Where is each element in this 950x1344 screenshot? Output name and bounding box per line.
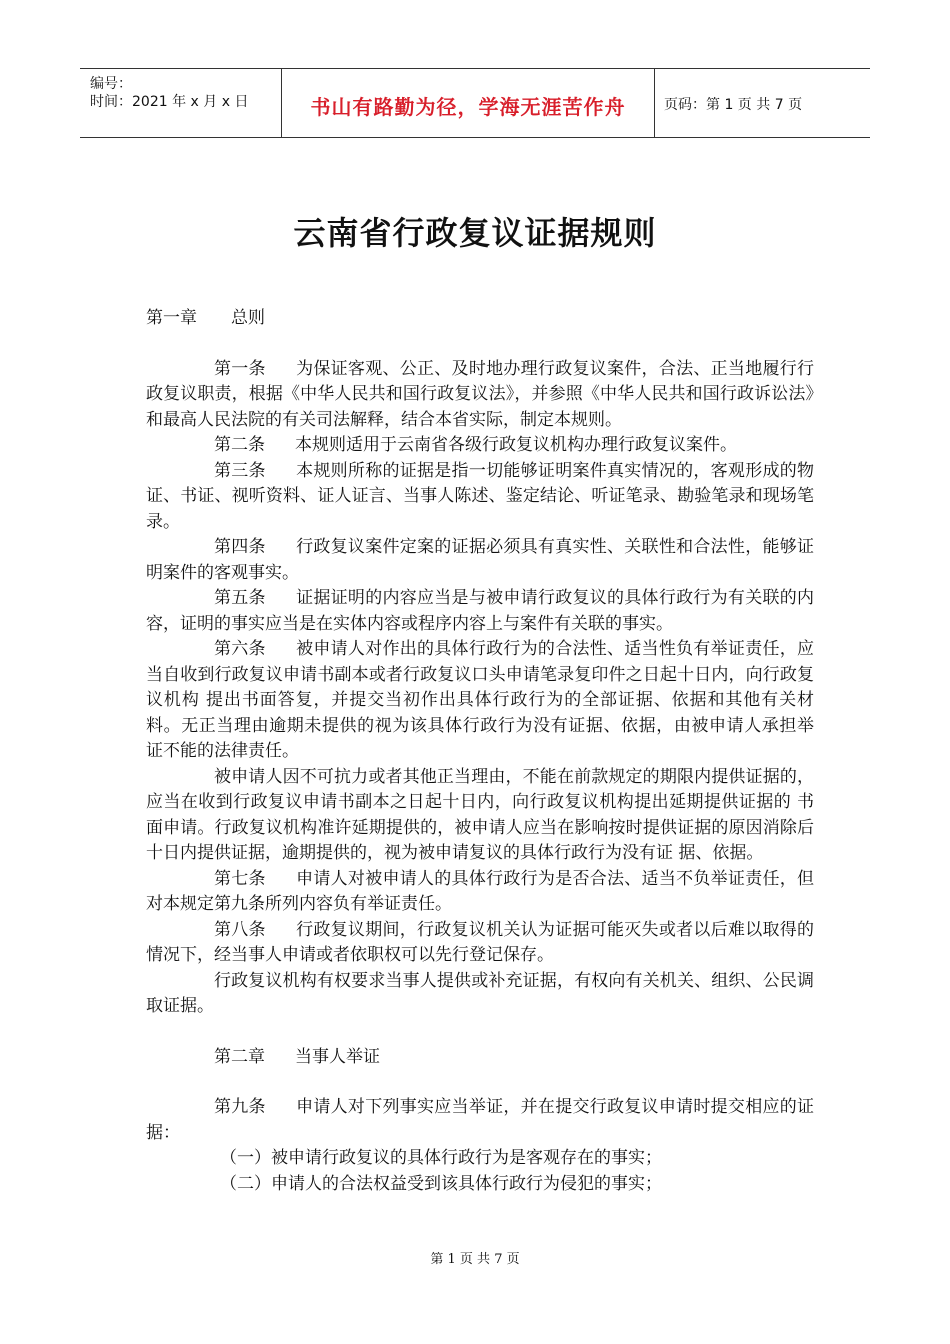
- article-paragraph: [146, 433, 814, 459]
- article-paragraph: [146, 918, 814, 969]
- article-text: 本规则所称的证据是指一切能够证明案件真实情况的，客观形成的物证、书证、视听资料、证人证言、当事人陈述、鉴定结论、听证笔录、勘验笔录和现场笔录。: [146, 460, 815, 532]
- date-label: 时间：2021 年 x 月 x 日: [90, 94, 249, 110]
- article-number: 第八条: [214, 919, 266, 940]
- article-paragraph: [146, 1095, 814, 1146]
- article-text: 申请人对被申请人的具体行政行为是否合法、适当不负举证责任，但对本规定第九条所列内容负有举证责任。: [146, 868, 815, 914]
- chapter-name: 当事人举证: [295, 1046, 380, 1067]
- page-footer: 第 1 页 共 7 页: [430, 1252, 520, 1267]
- article-paragraph: [146, 586, 814, 637]
- article-text: 被申请人因不可抗力或者其他正当理由，不能在前款规定的期限内提供证据的，应当在收到行政复议申请书副本之日起十日内，向行政复议机构提出延期提供证据的 书面申请。行政复议机构准许延期提供的，被申请人应当在影响按时提供证据的原因消除后十日内提供证据，逾期提供的，视为被申请复议的具体行政行为没有证 据、依据。: [146, 766, 814, 863]
- chapter-heading: [146, 1045, 814, 1071]
- article-text: 证据证明的内容应当是与被申请行政复议的具体行政行为有关联的内容，证明的事实应当是在实体内容或程序内容上与案件有关联的事实。: [146, 588, 815, 634]
- article-number: 第四条: [214, 537, 266, 557]
- article-number: 第二条: [214, 435, 265, 455]
- article-paragraph: [146, 357, 814, 434]
- article-text: 行政复议期间，行政复议机关认为证据可能灭失或者以后难以取得的情况下，经当事人申请或者依职权可以先行登记保存。: [146, 919, 815, 965]
- list-item: （二）申请人的合法权益受到该具体行政行为侵犯的事实；: [220, 1173, 662, 1194]
- list-item: （一）被申请行政复议的具体行政行为是客观存在的事实；: [220, 1148, 662, 1168]
- page-number-label: 页码：第 1 页 共 7 页: [664, 97, 803, 113]
- motto-text: 书山有路勤为径，学海无涯苦作舟: [310, 95, 626, 119]
- article-paragraph: [146, 459, 814, 536]
- article-text: 为保证客观、公正、及时地办理行政复议案件，合法、正当地履行行政复议职责，根据《中华人民共和国行政复议法》，并参照《中华人民共和国行政诉讼法》和最高人民法院的有关司法解释，结合本省实际，制定本规则。: [146, 358, 815, 430]
- article-continuation-paragraph: [146, 765, 814, 867]
- chapter-number: 第一章: [146, 308, 197, 328]
- article-paragraph: [146, 535, 814, 586]
- article-text: 本规则适用于云南省各级行政复议机构办理行政复议案件。: [295, 435, 737, 455]
- header-meta-cell: [80, 69, 280, 137]
- article-text: 行政复议机构有权要求当事人提供或补充证据，有权向有关机关、组织、公民调取证据。: [146, 970, 814, 1016]
- chapter-number: 第二章: [214, 1046, 265, 1067]
- article-number: 第五条: [214, 588, 266, 608]
- article-paragraph: [146, 637, 814, 765]
- document-title: 云南省行政复议证据规则: [293, 214, 657, 252]
- serial-number-label: 编号：: [90, 76, 132, 92]
- chapter-name: 总则: [231, 308, 265, 328]
- article-number: 第九条: [214, 1097, 266, 1117]
- article-number: 第三条: [214, 460, 266, 481]
- header-motto-cell: [281, 69, 655, 137]
- article-paragraph: [146, 867, 814, 918]
- article-continuation-paragraph: [146, 969, 814, 1020]
- article-number: 第一条: [214, 358, 266, 379]
- header-page-cell: [654, 69, 870, 137]
- article-number: 第七条: [214, 868, 266, 889]
- chapter-heading: [146, 306, 814, 332]
- article-number: 第六条: [214, 639, 266, 659]
- article-text: 申请人对下列事实应当举证，并在提交行政复议申请时提交相应的证据：: [146, 1097, 815, 1143]
- article-text: 行政复议案件定案的证据必须具有真实性、关联性和合法性，能够证明案件的客观事实。: [146, 537, 815, 583]
- document-body: [146, 306, 814, 1197]
- page-header: [80, 68, 870, 138]
- article-text: 被申请人对作出的具体行政行为的合法性、适当性负有举证责任，应当自收到行政复议申请书副本或者行政复议口头申请笔录复印件之日起十日内，向行政复议机构 提出书面答复，并提交当初作出具体行政行为的全部证据、依据和其他有关材料。无正当理由逾期未提供的视为该具体行政行为没有证据、依据，由被申请人承担举 证不能的法律责任。: [146, 639, 815, 761]
